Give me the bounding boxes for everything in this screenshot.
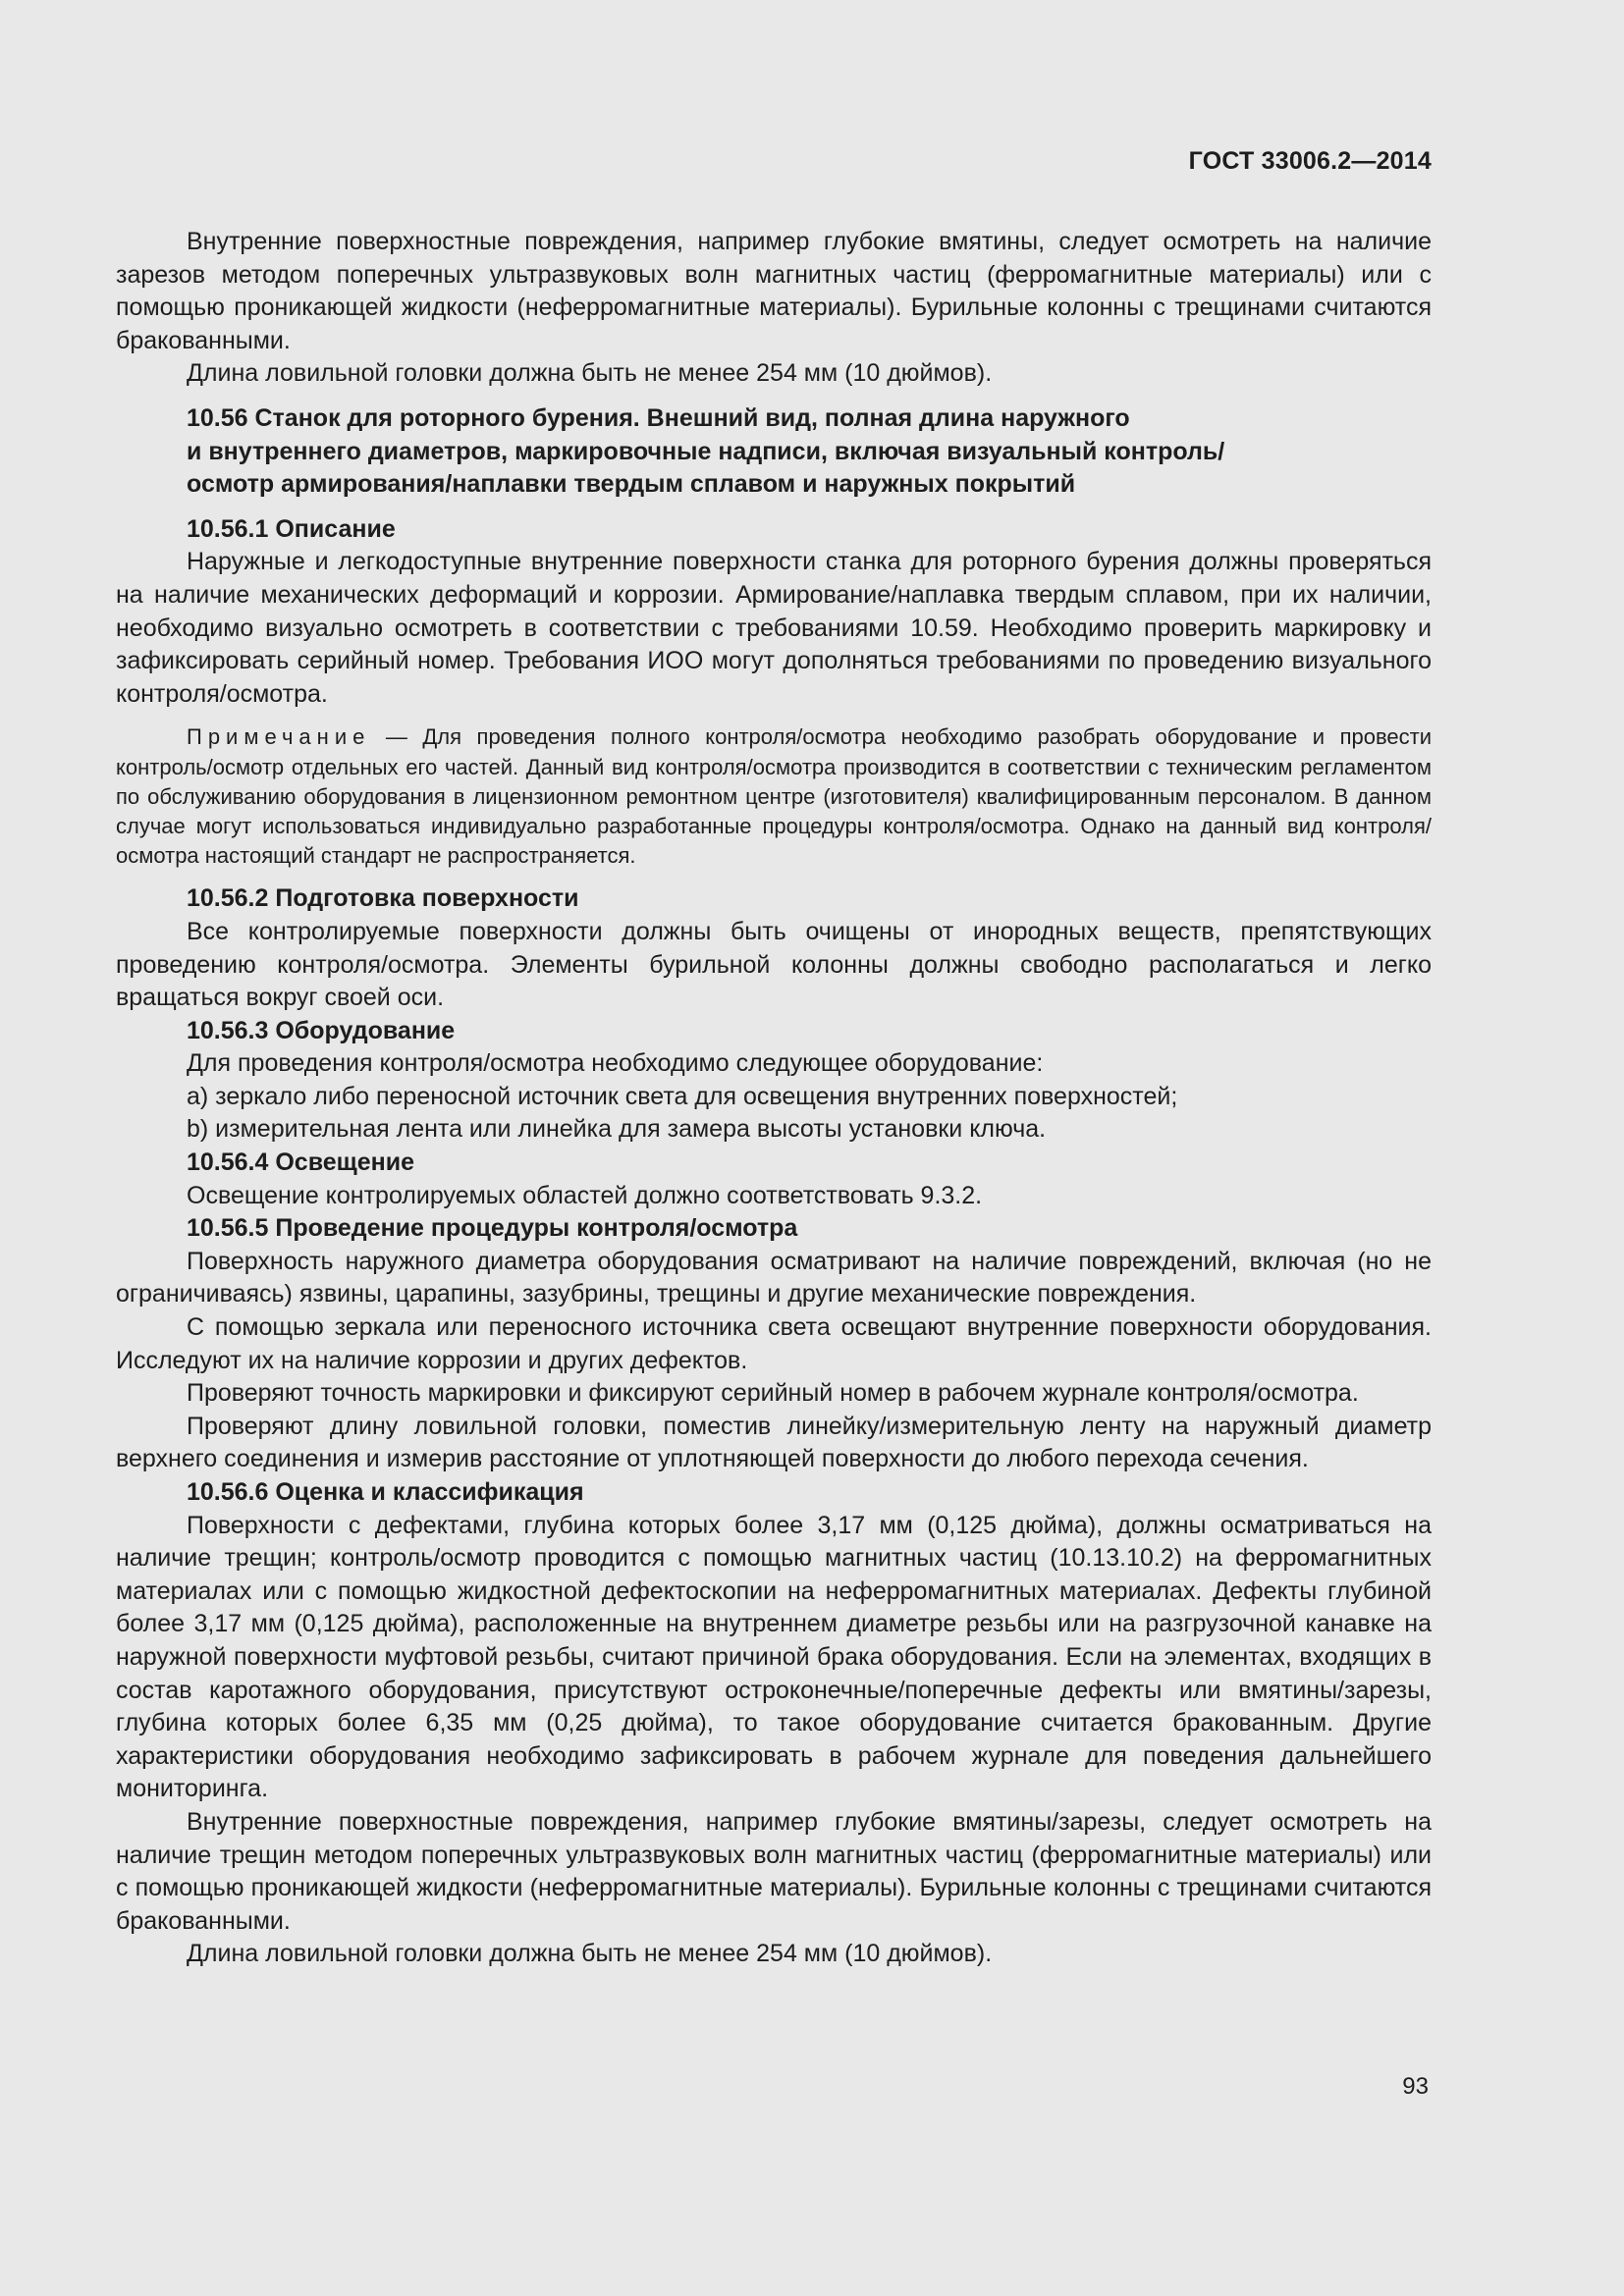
subsection-title-evaluation: 10.56.6 Оценка и классификация	[187, 1478, 584, 1507]
section-title	[116, 402, 1432, 502]
equipment-paragraph: Для проведения контроля/осмотра необходимо следующее оборудование:	[187, 1049, 1044, 1078]
subsection-title-preparation: 10.56.2 Подготовка поверхности	[187, 884, 579, 913]
section-title-line-3: осмотр армирования/наплавки твердым сплавом и наружных покрытий	[187, 470, 1076, 499]
procedure-paragraph-4: Проверяют длину ловильной головки, поместив линейку/измерительную ленту на наружный диаметр верхнего соединения и измерив расстояние от уплотняющей поверхности до любого перехода сечения.	[116, 1412, 1432, 1473]
evaluation-paragraph-1: Поверхности с дефектами, глубина которых более 3,17 мм (0,125 дюйма), должны осматриваться на наличие трещин; контроль/осмотр проводится с помощью магнитных частиц (10.13.10.2) на ферромагнитных материалах или с помощью жидкостной дефектоскопии на неферромагнитных материалах. Дефекты глубиной более 3,17 мм (0,125 дюйма), расположенные на внутреннем диаметре резьбы или на разгрузочной канавке на наружной поверхности муфтовой резьбы, считают причиной брака оборудования. Если на элементах, входящих в состав каротажного оборудования, присутствуют остроконечные/поперечные дефекты или вмятины/зарезы, глубина которых более 6,35 мм (0,25 дюйма), то такое оборудование считается бракованным. Другие характеристики оборудования необходимо зафиксировать в рабочем журнале для поведения дальнейшего мониторинга.	[116, 1511, 1432, 1803]
lighting-paragraph: Освещение контролируемых областей должно соответствовать 9.3.2.	[187, 1181, 983, 1209]
subsection-title-procedure: 10.56.5 Проведение процедуры контроля/осмотра	[187, 1214, 798, 1243]
equipment-item-a: a) зеркало либо переносной источник света для освещения внутренних поверхностей;	[187, 1082, 1178, 1110]
note-paragraph	[116, 722, 1432, 871]
procedure-paragraph-2: С помощью зеркала или переносного источника света освещают внутренние поверхности оборудования. Исследуют их на наличие коррозии и других дефектов.	[116, 1313, 1432, 1374]
note-label: Примечание	[187, 724, 371, 750]
intro-paragraph-length: Длина ловильной головки должна быть не менее 254 мм (10 дюймов).	[187, 359, 993, 388]
note-text: — Для проведения полного контроля/осмотра необходимо разобрать оборудование и провести контроль/осмотр отдельных его частей. Данный вид контроля/осмотра производится в соответствии с техническим регламентом по обслуживанию оборудования в лицензионном ремонтном центре (изготовителя) квалифицированным персоналом. В данном случае могут использоваться индивидуально разработанные процедуры контроля/осмотра. Однако на данный вид контроля/осмотра настоящий стандарт не распространяется.	[116, 724, 1432, 869]
subsection-title-lighting: 10.56.4 Освещение	[187, 1148, 415, 1177]
section-title-line-2: и внутреннего диаметров, маркировочные надписи, включая визуальный контроль/	[187, 437, 1225, 465]
subsection-title-description: 10.56.1 Описание	[187, 514, 396, 543]
section-title-line-1: 10.56 Станок для роторного бурения. Внешний вид, полная длина наружного	[187, 403, 1130, 432]
page-number: 93	[1402, 2073, 1429, 2100]
document-body	[116, 226, 1432, 1971]
evaluation-paragraph-2: Внутренние поверхностные повреждения, например глубокие вмятины/зарезы, следует осмотреть на наличие трещин методом поперечных ультразвуковых волн магнитных частиц (ферромагнитные материалы) или с помощью проникающей жидкости (неферромагнитные материалы). Бурильные колонны с трещинами считаются бракованными.	[116, 1807, 1432, 1935]
description-paragraph: Наружные и легкодоступные внутренние поверхности станка для роторного бурения должны проверяться на наличие механических деформаций и коррозии. Армирование/наплавка твердым сплавом, при их наличии, необходимо визуально осмотреть в соответствии с требованиями 10.59. Необходимо проверить маркировку и зафиксировать серийный номер. Требования ИОО могут дополняться требованиями по проведению визуального контроля/осмотра.	[116, 548, 1432, 708]
document-header-id: ГОСТ 33006.2—2014	[1188, 147, 1432, 175]
procedure-paragraph-1: Поверхность наружного диаметра оборудования осматривают на наличие повреждений, включая (но не ограничиваясь) язвины, царапины, зазубрины, трещины и другие механические повреждения.	[116, 1247, 1432, 1308]
subsection-title-equipment: 10.56.3 Оборудование	[187, 1016, 456, 1044]
equipment-item-b: b) измерительная лента или линейка для замера высоты установки ключа.	[187, 1115, 1047, 1144]
intro-paragraph-damage: Внутренние поверхностные повреждения, например глубокие вмятины, следует осмотреть на наличие зарезов методом поперечных ультразвуковых волн магнитных частиц (ферромагнитные материалы) или с помощью проникающей жидкости (неферромагнитные материалы). Бурильные колонны с трещинами считаются бракованными.	[116, 228, 1432, 354]
preparation-paragraph: Все контролируемые поверхности должны быть очищены от инородных веществ, препятствующих проведению контроля/осмотра. Элементы бурильной колонны должны свободно располагаться и легко вращаться вокруг своей оси.	[116, 917, 1432, 1012]
evaluation-paragraph-3: Длина ловильной головки должна быть не менее 254 мм (10 дюймов).	[187, 1940, 993, 1968]
procedure-paragraph-3: Проверяют точность маркировки и фиксируют серийный номер в рабочем журнале контроля/осмотра.	[187, 1379, 1359, 1408]
